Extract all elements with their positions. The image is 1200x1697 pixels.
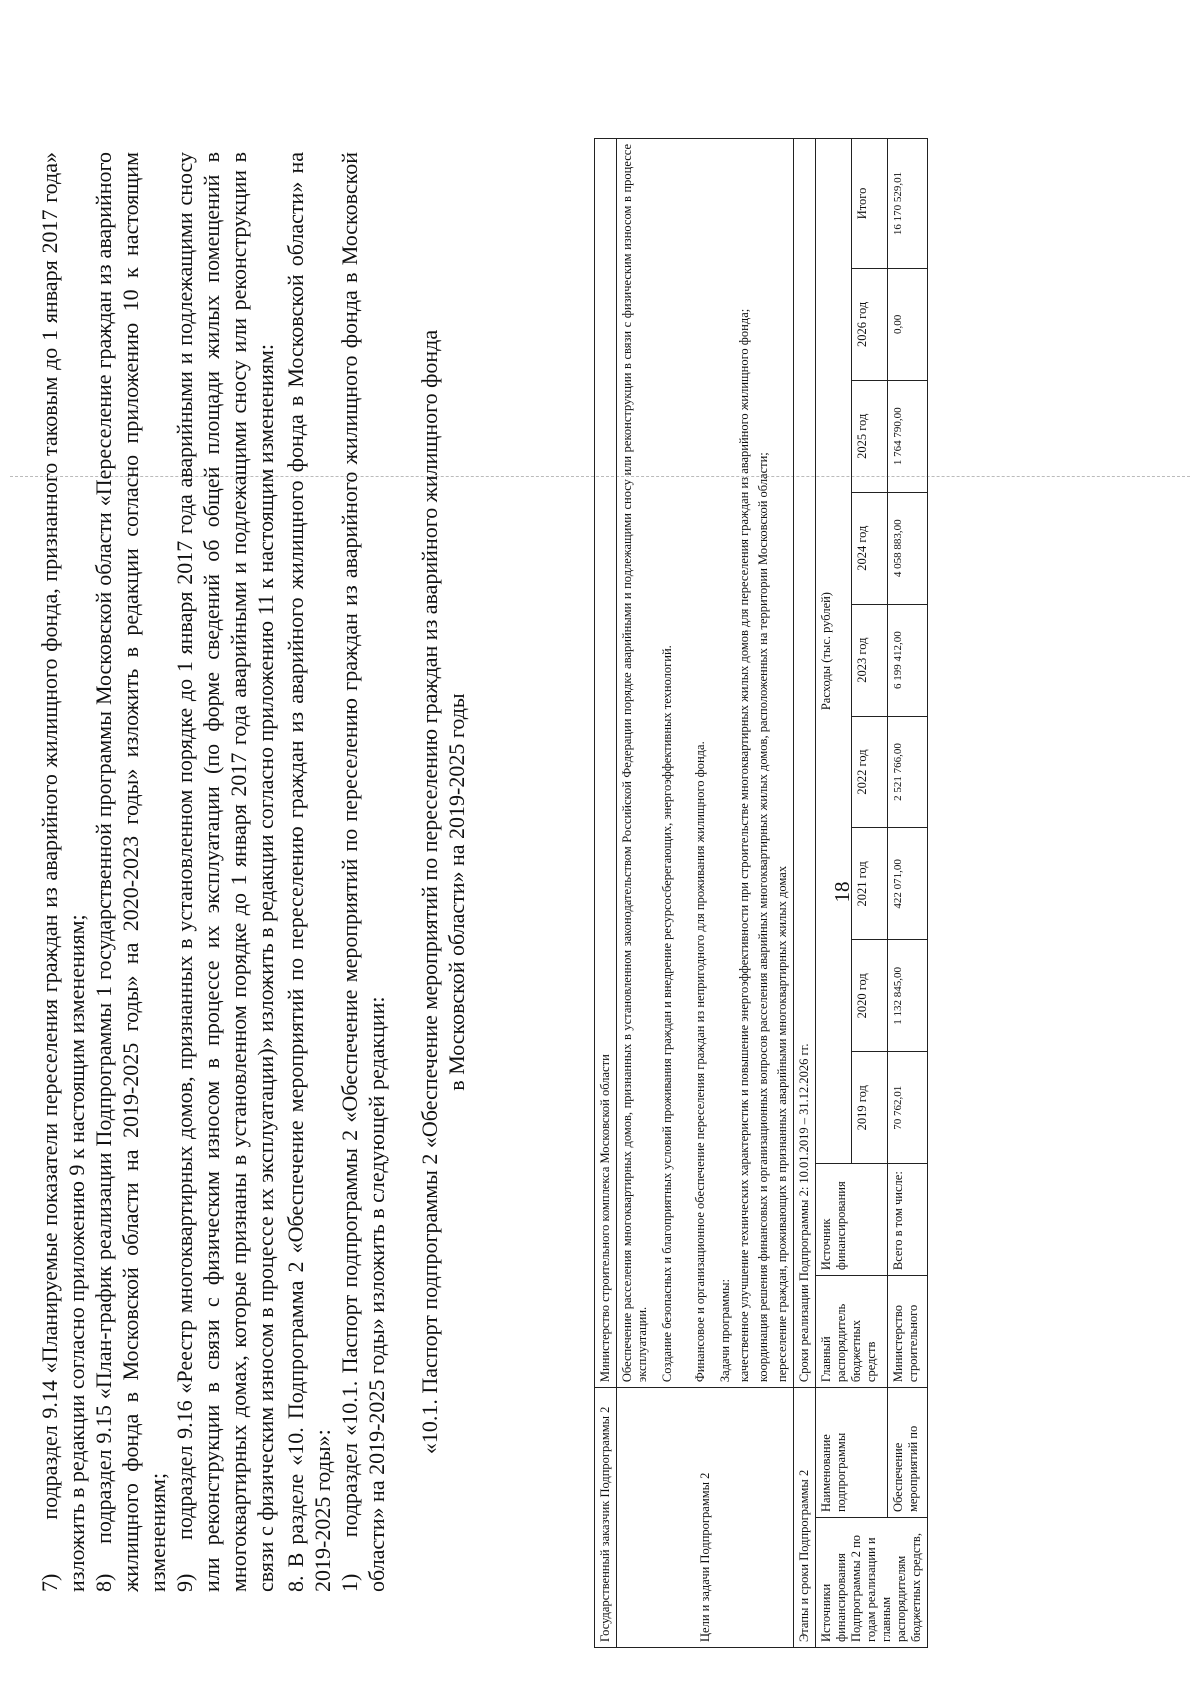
goal-text: Обеспечение расселения многоквартирных домов, признанных в установленном законодательством Российской Федерации порядке аварийными и подлежащими сносу или реконструкции в связи с физическим износом в процессе эксплуатации.	[620, 144, 649, 1383]
source-cell: Всего в том числе:	[888, 1164, 928, 1276]
subprogram-name-cell: Обеспечение мероприятий по	[888, 1388, 928, 1518]
section-8-heading: 8. В разделе «10. Подпрограмма 2 «Обеспечение мероприятий по переселению граждан из аварийного жилищного фонда в Московской области» на 2019-2025 годы»:	[283, 152, 335, 1592]
passport-title-line-2: в Московской области» на 2019-2025 годы	[444, 693, 469, 1091]
page-number: 18	[830, 881, 854, 903]
year-header: 2024 год	[852, 492, 888, 604]
value-cell: 1 132 845,00	[888, 940, 928, 1052]
table-row	[794, 139, 816, 1648]
value-cell: 6 199 412,00	[888, 604, 928, 716]
customer-value: Министерство строительного комплекса Московской области	[595, 139, 617, 1388]
year-header: 2019 год	[852, 1052, 888, 1164]
value-cell: 2 521 766,00	[888, 716, 928, 828]
sources-label: Источники финансирования Подпрограммы 2 по годам реализации и главным распорядителям бюджетных средств,	[816, 1518, 928, 1648]
table-row	[888, 139, 928, 1648]
goal-text: Создание безопасных и благоприятных условий проживания граждан и внедрение ресурсосберегающих, энергоэффективных технологий.	[660, 645, 674, 1383]
passport-title-line-1: «10.1. Паспорт подпрограммы 2 «Обеспечение мероприятий по переселению граждан из аварийного жилищного фонда	[417, 329, 442, 1455]
goals-label: Цели и задачи Подпрограммы 2	[617, 1388, 794, 1648]
paragraph-section-8-item-1: 1) подраздел «10.1. Паспорт подпрограммы 2 «Обеспечение мероприятий по переселению граждан из аварийного жилищного фонда в Московской области» на 2019-2025 годы» изложить в следующей редакции:	[337, 152, 389, 1592]
year-header: 2022 год	[852, 716, 888, 828]
table-row	[595, 139, 617, 1648]
stages-value: Сроки реализации Подпрограммы 2: 10.01.2019 – 31.12.2026 гг.	[794, 139, 816, 1388]
paragraph-item-9: 9) подраздел 9.16 «Реестр многоквартирных домов, признанных в установленном порядке до 1 января 2017 года аварийными и подлежащими сносу или реконструкции в связи с физическим износом в процессе их эксплуатации (по форме сведений об общей площади жилых помещений в многоквартирных домах, которые признаны в установленном порядке до 1 января 2017 года аварийными и подлежащими сносу или реконструкции в связи с физическим износом в процессе их эксплуатации)» изложить в редакции согласно приложению 11 к настоящим изменениям:	[172, 152, 278, 1592]
table-row	[816, 139, 852, 1648]
distributor-cell: Министерство строительного	[888, 1276, 928, 1388]
year-header: 2026 год	[852, 268, 888, 380]
goal-text: Финансовое и организационное обеспечение переселения граждан из непригодного для проживания жилищного фонда.	[693, 741, 707, 1383]
value-cell: 70 762,01	[888, 1052, 928, 1164]
value-cell: 4 058 883,00	[888, 492, 928, 604]
column-header-name: Наименование подпрограммы	[816, 1388, 888, 1518]
year-header: 2023 год	[852, 604, 888, 716]
rotated-document-page	[10, 52, 1190, 1672]
value-cell: 1 764 790,00	[888, 380, 928, 492]
tasks-heading: Задачи программы:	[718, 1278, 732, 1383]
task-text: качественное улучшение технических характеристик и повышение энергоэффективности при строительстве многоквартирных жилых домов для переселения граждан из аварийного жилищного фонда;	[737, 308, 751, 1383]
paragraph-item-8: 8) подраздел 9.15 «План-график реализации Подпрограммы 1 государственной программы Московской области «Переселение граждан из аварийного жилищного фонда в Московской области на 2019-2025 годы» на 2020-2023 годы» изложить в редакции согласно приложению 10 к настоящим изменениям;	[91, 152, 170, 1592]
year-header: 2021 год	[852, 828, 888, 940]
year-header: 2025 год	[852, 380, 888, 492]
subprogram-2-passport-table	[594, 138, 928, 1648]
stages-label: Этапы и сроки Подпрограммы 2	[794, 1388, 816, 1648]
value-cell: 422 071,00	[888, 828, 928, 940]
total-header: Итого	[852, 139, 888, 269]
task-text: координация решения финансовых и организационных вопросов расселения аварийных многоквартирных жилых домов, расположенных на территории Московской области;	[756, 452, 770, 1383]
value-cell: 0,00	[888, 268, 928, 380]
column-header-expenses: Расходы (тыс. рублей)	[816, 139, 852, 1164]
goals-and-tasks-cell	[617, 139, 794, 1388]
column-header-source: Источник финансирования	[816, 1164, 888, 1276]
paragraph-item-7: 7) подраздел 9.14 «Планируемые показатели переселения граждан из аварийного жилищного фонда, признанного таковым до 1 января 2017 года» изложить в редакции согласно приложению 9 к настоящим изменениям;	[37, 152, 89, 1592]
year-header: 2020 год	[852, 940, 888, 1052]
table-row	[617, 139, 794, 1648]
customer-label: Государственный заказчик Подпрограммы 2	[595, 1388, 617, 1648]
task-text: переселение граждан, проживающих в признанных аварийными многоквартирных жилых домах	[775, 865, 789, 1383]
total-value-cell: 16 170 529,01	[888, 139, 928, 269]
column-header-distributor: Главный распорядитель бюджетных средств	[816, 1276, 888, 1388]
